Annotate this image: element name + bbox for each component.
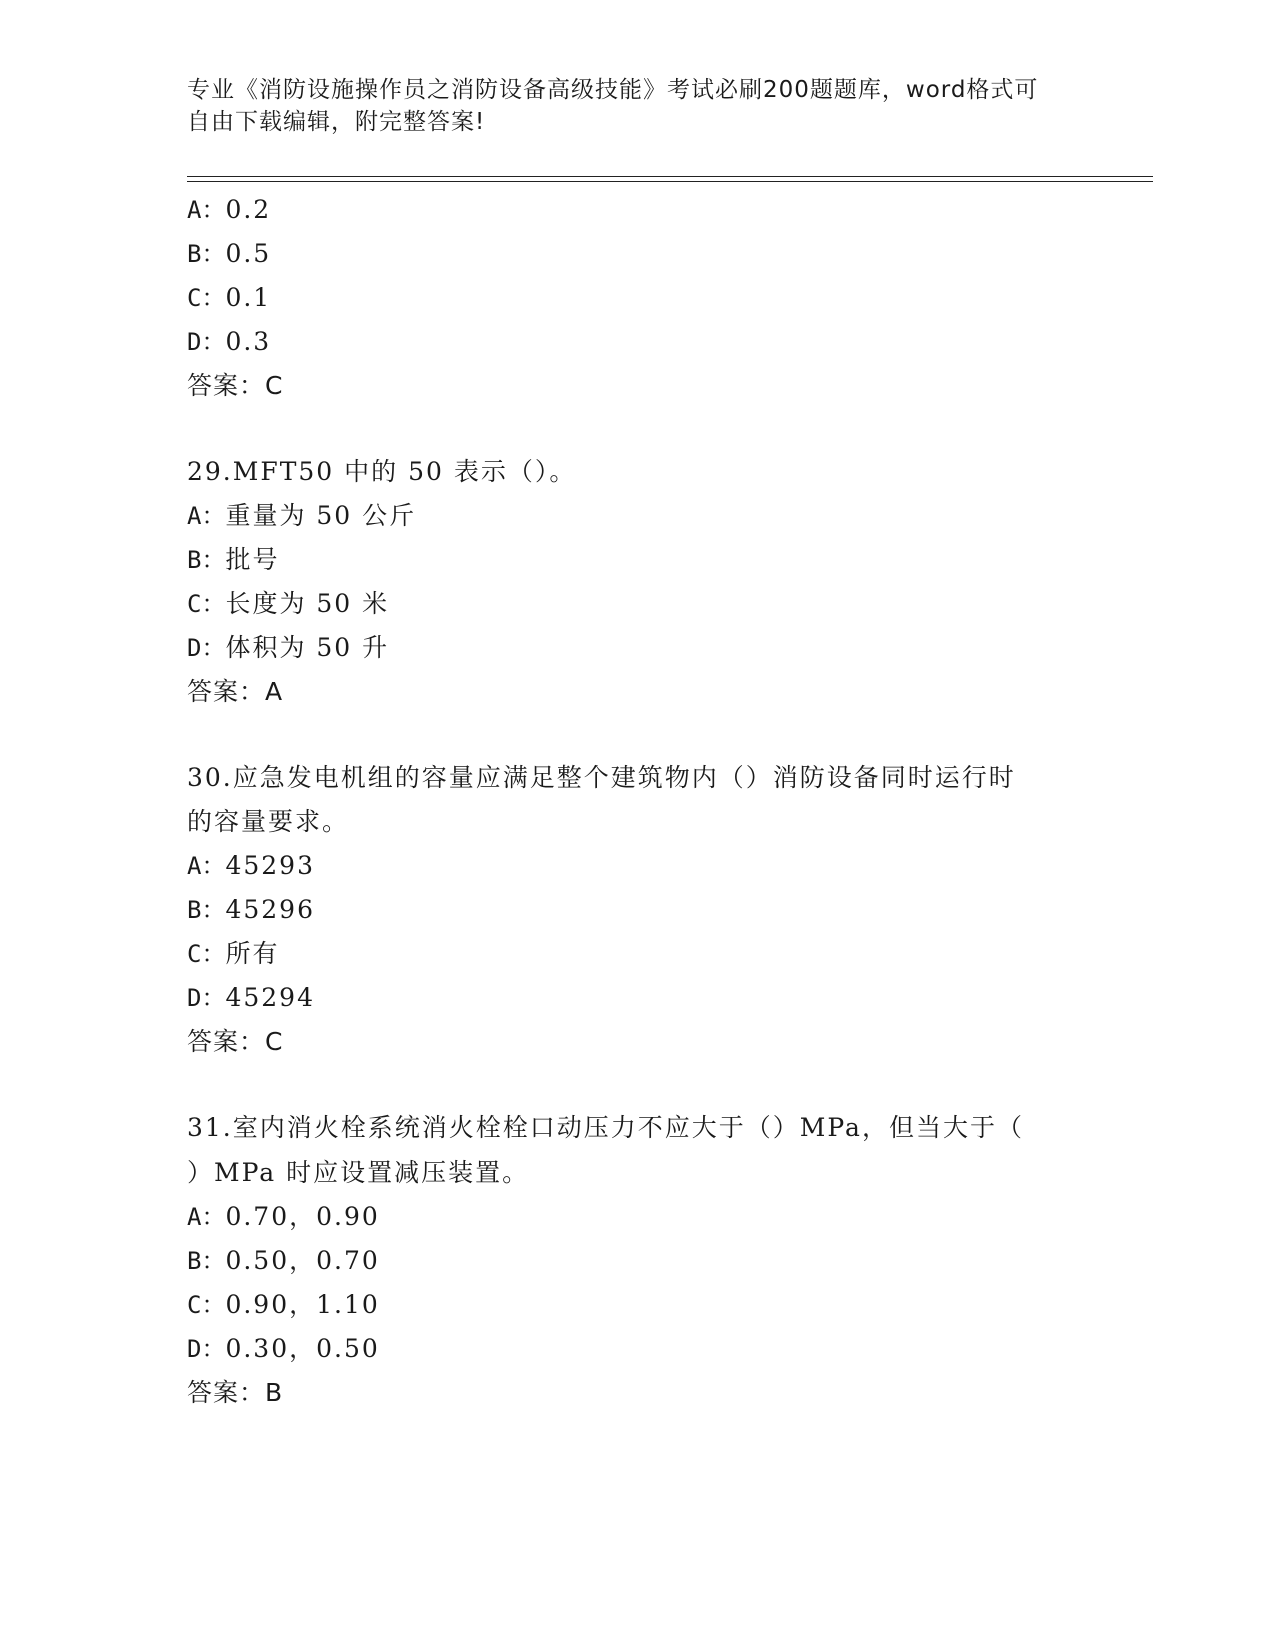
document-header (187, 74, 1067, 138)
q29-answer: 答案：A (187, 677, 284, 706)
header-divider-bottom (187, 181, 1153, 182)
q30-answer: 答案：C (187, 1027, 284, 1056)
q29-question: 29.MFT50 中的 50 表示（）。 (187, 457, 577, 486)
q31-question-line-1: 31.室内消火栓系统消火栓栓口动压力不应大于（）MPa，但当大于（ (187, 1113, 1024, 1142)
q30-option-a: A：45293 (187, 851, 315, 880)
header-divider-top (187, 176, 1153, 177)
q31-option-b: B：0.50，0.70 (187, 1246, 380, 1275)
q28-option-a: A：0.2 (187, 195, 272, 224)
q28-answer: 答案：C (187, 371, 284, 400)
header-line-1: 专业《消防设施操作员之消防设备高级技能》考试必刷200题题库，word格式可 (187, 77, 1039, 103)
q30-question-line-1: 30.应急发电机组的容量应满足整个建筑物内（）消防设备同时运行时 (187, 763, 1016, 792)
q28-option-b: B：0.5 (187, 239, 272, 268)
q31-question-line-2: ）MPa 时应设置减压装置。 (187, 1158, 530, 1187)
q30-option-d: D：45294 (187, 983, 315, 1012)
q30-question-line-2: 的容量要求。 (187, 807, 350, 836)
q29-option-d: D：体积为 50 升 (187, 633, 390, 662)
q28-option-d: D：0.3 (187, 327, 272, 356)
q30-option-b: B：45296 (187, 895, 315, 924)
q31-option-c: C：0.90，1.10 (187, 1290, 380, 1319)
q31-option-a: A：0.70，0.90 (187, 1202, 380, 1231)
q31-answer: 答案：B (187, 1378, 284, 1407)
q29-option-a: A：重量为 50 公斤 (187, 501, 417, 530)
q30-option-c: C：所有 (187, 939, 280, 968)
q31-option-d: D：0.30，0.50 (187, 1334, 380, 1363)
q29-option-c: C：长度为 50 米 (187, 589, 390, 618)
q28-option-c: C：0.1 (187, 283, 272, 312)
header-line-2: 自由下载编辑，附完整答案! (187, 109, 486, 135)
q29-option-b: B：批号 (187, 545, 280, 574)
